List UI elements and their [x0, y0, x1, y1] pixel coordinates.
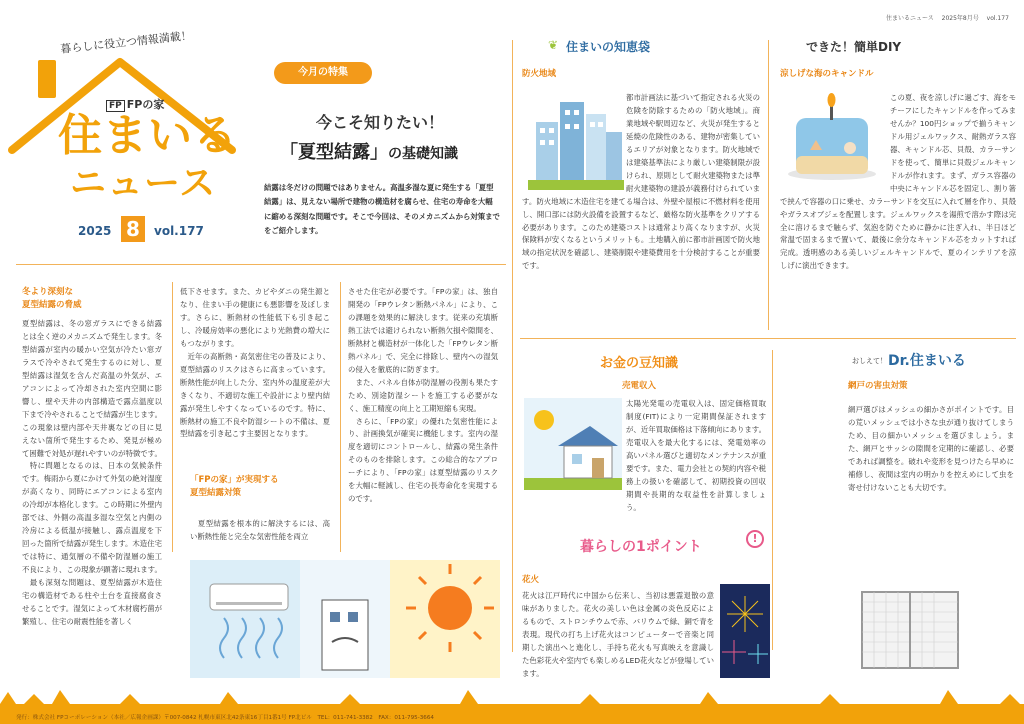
point-panel-title: 暮らしの1ポイント [580, 539, 702, 555]
feature-title-line1: 今こそ知りたい！ [316, 113, 445, 132]
chie-float-spacer [522, 92, 626, 190]
money-text: 太陽光発電の売電収入は、固定価格買取制度(FIT)により一定期間保証されますが、近年買取価格は下落傾向にあります。売電収入を最大化するには、発電効率の高いパネル選びと適切なメンテナンスが重要です。また、電力会社との契約内容や税務上の扱いを確認して、初期投資の回収期間や長期的な収益性を計算しましょう。 [626, 399, 766, 512]
exclamation-icon: ! [746, 530, 764, 548]
solar-house-illustration [524, 398, 622, 490]
header-publication: 住まいるニュース [886, 15, 934, 22]
condensation-illustration [190, 560, 500, 678]
section1-heading: 冬より深刻な 夏型結露の脅威 [22, 287, 82, 310]
window-screen-illustration [856, 578, 966, 672]
chie-text [522, 92, 760, 316]
dr-panel-prefix: おしえて！ [852, 357, 887, 365]
masthead-tagline: 暮らしに役立つ情報満載！ [59, 29, 193, 56]
header-issue-date: 2025年8月号 [941, 15, 979, 22]
dr-heading: 網戸の害虫対策 [848, 381, 908, 391]
fp-logo-icon: FP [106, 100, 125, 112]
chie-text-body: 都市計画法に基づいて指定される火災の危険を防除するための「防火地域」。商業地域や駅周辺など、火災が発生すると延焼の危険性のある、建物が密集しているエリアが対象となります。防火地域では建築基準法により厳しい建築制限が設けられ、原則として耐火建築物または準耐火建築物の建設が義務付けられています。防火地域に木造住宅を建てる場合は、外壁や屋根に不燃材料を使用し、開口部には防火設備を設置するなど、厳格な防火基準をクリアする必要があります。このため建築コストは通常より高くなりますが、火災保険料が安くなるというメリットも。土地購入前に都市計画図で防火地域の指定状況を確認し、建築制限や建築費用を十分検討することが重要です。 [522, 93, 760, 271]
footer-publisher: 発行：株式会社 FPコーポレーション（本社／広報企画課）〒007-0842 札幌市東区北42条東16丁目1番1号 FP北ビル TEL：011-741-3382 FAX：011-795-3664 [16, 715, 434, 721]
feature-title-keyword: 「夏型結露」 [280, 142, 388, 163]
issue-header [886, 14, 1009, 24]
point-heading: 花火 [522, 575, 540, 585]
diy-float-spacer [780, 92, 890, 184]
dr-panel-title: Dr.住まいる [888, 353, 966, 369]
feature-badge: 今月の特集 [274, 62, 372, 84]
feature-col3: させた住宅が必要です。「FPの家」は、独自開発の「FPウレタン断熱パネル」により、この課題を効果的に解決します。従来の充填断熱工法では避けられない断熱欠損や隙間を、断熱材と構造材が一体化した「FPウレタン断熱パネル」で、完全に排除し、壁内への湿気の侵入を徹底的に防ぎます。 また、パネル自体が防湿層の役割も果たすため、別途防湿シートを施工する必要がなく、施工精度の向上と工期短縮も実現。 さらに、「FPの家」の優れた気密性能により、計画換気が確実に機能します。室内の湿度を適切にコントロールし、結露の発生条件そのものを排除します。この総合的なアプローチにより、「FPの家」は夏型結露のリスクを大幅に軽減し、住宅の長寿命化を実現するのです。 [348, 287, 498, 504]
brand-name: FPの家 [126, 98, 165, 111]
issue-month: 8 [121, 216, 145, 242]
diy-panel-title: できた！簡単DIY [806, 40, 902, 54]
feature-col2: 低下させます。また、カビやダニの発生源となり、住まい手の健康にも悪影響を及ぼします。さらに、断熱材の性能低下も引き起こし、冷暖房効率の悪化により光熱費の増大にもつながります。 近年の高断熱・高気密住宅の普及により、夏型結露のリスクはさらに高まっています。断熱性能が向上した分、室内外の温度差が大きくなり、不適切な施工や設計により壁内結露が発生しやすくなっているのです。特に、断熱材の施工不良や防湿シートの不備は、夏型結露を引き起こす主要因となります。 [180, 287, 330, 439]
diy-heading: 涼しげな海のキャンドル [780, 69, 874, 79]
issue-year: 2025 [78, 224, 112, 238]
money-heading: 売電収入 [622, 381, 657, 391]
leaf-icon: ❦ [548, 38, 559, 52]
title-line1: 住まいる [58, 110, 238, 161]
money-panel-title: お金の豆知識 [600, 356, 679, 371]
feature-title-suffix: の基礎知識 [388, 146, 458, 162]
fireworks-illustration [720, 584, 770, 678]
feature-col1: 夏型結露は、冬の窓ガラスにできる結露とは全く逆のメカニズムで発生します。冬型結露が室内の暖かい空気が冷たい窓ガラスで冷やされて発生するのに対し、夏型結露は湿気を含んだ高温の外気が、エアコンによって冷却された室内空間に影響し、壁や天井の内部構造で露点温度以下まで冷やされることで結露が生じます。この現象は壁内部や天井裏などの目に見えない箇所で発生するため、発見が極めて困難で対処が遅れやすいのが特徴です。 特に問題となるのは、日本の気候条件です。梅雨から夏にかけて外気の絶対湿度が高くなり、同時にエアコンによる室内の冷却が本格化します。この時期に外壁内部では、外側の高温多湿な空気と内側の冷房による低温が接触し、露点温度を下回った箇所で結露が発生します。木造住宅では特に、通気層の不備や防湿層の施工不良により、この現象が顕著に現れます。 最も深刻な問題は、夏型結露が木造住宅の構造材である柱や土台を直接腐食させることです。湿気によって木材腐朽菌が繁殖し、住宅の耐震性能を著しく [22, 319, 162, 626]
feature-title-line2 [280, 138, 458, 164]
section2-heading: 「FPの家」が実現する 夏型結露対策 [190, 475, 279, 498]
title-line2: ニュース [70, 163, 217, 204]
chie-heading: 防火地域 [522, 69, 557, 79]
point-text: 花火は江戸時代に中国から伝来し、当初は悪霊退散の意味がありました。花火の美しい色は金属の炎色反応によるもので、ストロンチウムで赤、バリウムで緑、銅で青を表現。現代の打ち上げ花火はコンピューターで音楽と同期した演出へと進化し、手持ち花火も写真映えを意識した色彩花火や室内でも楽しめるLED花火などが登場しています。 [522, 591, 714, 678]
issue-vol: vol.177 [154, 224, 204, 238]
dr-text: 網戸選びはメッシュの細かさがポイントです。目の荒いメッシュでは小さな虫が通り抜けてしまうため、目の細かいメッシュを選びましょう。また、網戸とサッシの隙間を定期的に確認し、必要であれば調整を。破れや変形を見つけたら早めに補修し、夜間は室内の明かりを控えめにして虫を寄せ付けないことも大切です。 [848, 405, 1014, 492]
diy-text [780, 92, 1016, 328]
feature-lead: 結露は冬だけの問題ではありません。高温多湿な夏に発生する「夏型結露」は、見えない場所で建物の構造材を腐らせ、住宅の寿命を大幅に縮める深刻な問題です。そこで今回は、そのメカニズムから対策までをご紹介します。 [264, 183, 500, 236]
feature-col2b: 夏型結露を根本的に解決するには、高い断熱性能と完全な気密性能を両立 [190, 519, 330, 541]
diy-text-body: この夏、夜を涼しげに過ごす、海をモチーフにしたキャンドルを作ってみませんか？100円ショップで揃うキャンドル用ジェルワックス、耐熱ガラス容器、キャンドル芯、貝殻、カラーサンドを使って、簡単に貝殻ジェルキャンドルが作れます。まず、ガラス容器の中央にキャンドル芯を固定し、割り箸で挟んで容器の口に乗せ、カラーサンドを交互に入れて層を作り、貝殻やガラスオブジェを配置します。ジェルワックスを湯煎で溶かす際は完全に溶けるまで触らず、気泡を防ぐために静かに注ぎ入れ、半日ほど常温で固まるまで置いて、最後に余分なキャンドル芯をカットすれば完成。透明感のある美しいジェルキャンドルで、夏のインテリアを涼しげに演出できます。 [780, 93, 1016, 271]
chie-panel-title: 住まいの知恵袋 [566, 40, 651, 54]
header-vol: vol.177 [986, 15, 1009, 22]
